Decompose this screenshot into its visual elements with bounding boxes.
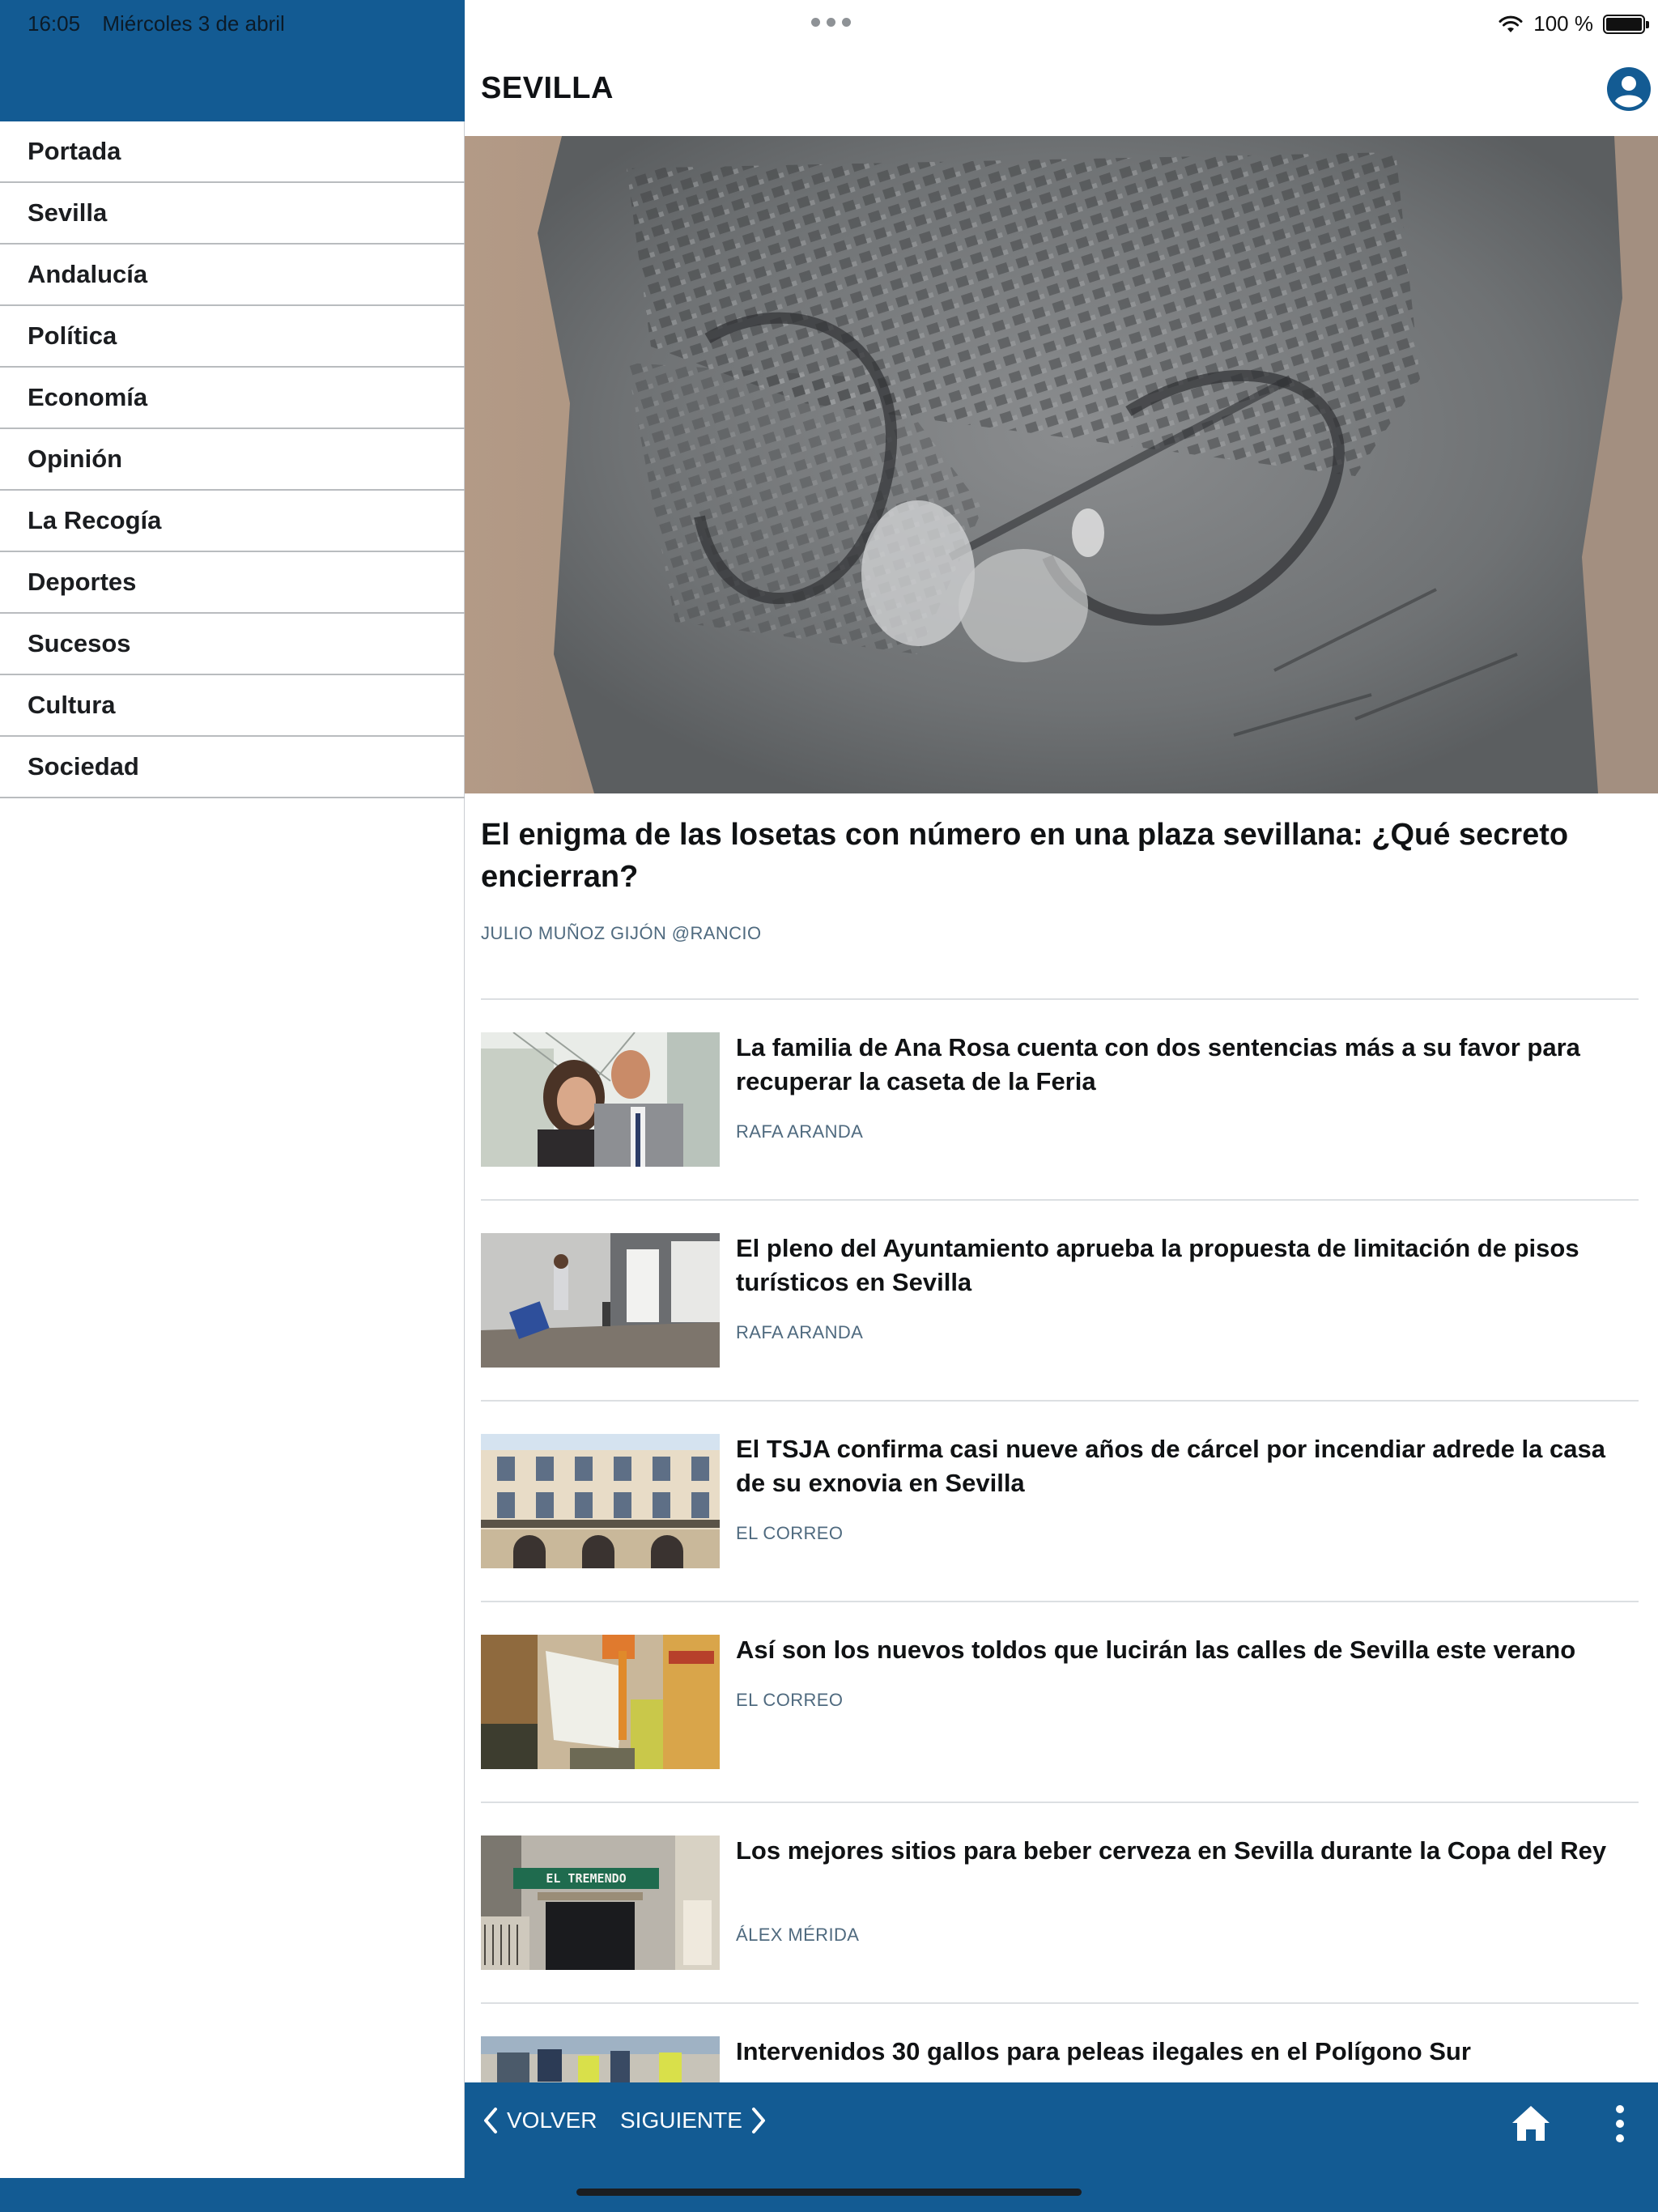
status-bar-left	[28, 11, 285, 36]
sidebar-item-deportes[interactable]: Deportes	[0, 552, 465, 614]
article-author: EL CORREO	[736, 1523, 844, 1543]
sidebar-item-sucesos[interactable]: Sucesos	[0, 614, 465, 675]
next-button[interactable]	[620, 2107, 767, 2134]
sidebar-item-opinion[interactable]: Opinión	[0, 429, 465, 491]
back-button-label: VOLVER	[507, 2108, 597, 2133]
article-title: Así son los nuevos toldos que lucirán las calles de Sevilla este verano	[736, 1636, 1576, 1664]
sidebar-item-la-recogia[interactable]: La Recogía	[0, 491, 465, 552]
article-author: ÁLEX MÉRIDA	[736, 1925, 860, 1945]
sidebar-item-sevilla[interactable]: Sevilla	[0, 183, 465, 245]
status-time: 16:05	[28, 11, 81, 36]
article-list	[481, 998, 1639, 2203]
sidebar-item-economia[interactable]: Economía	[0, 368, 465, 429]
article-thumbnail	[481, 1032, 720, 1167]
article-thumbnail	[481, 1233, 720, 1368]
sidebar-menu	[0, 121, 465, 798]
multitasking-dots[interactable]	[811, 18, 851, 27]
article-item[interactable]	[481, 998, 1639, 1199]
home-indicator[interactable]	[576, 2189, 1082, 2196]
sidebar-item-cultura[interactable]: Cultura	[0, 675, 465, 737]
sidebar-item-sociedad[interactable]: Sociedad	[0, 737, 465, 798]
more-vertical-icon[interactable]	[1613, 2104, 1627, 2144]
page-title: SEVILLA	[481, 71, 614, 105]
status-bar-right	[1498, 11, 1645, 36]
home-icon[interactable]	[1509, 2102, 1553, 2146]
back-button[interactable]	[483, 2107, 597, 2134]
article-title: El TSJA confirma casi nueve años de cárcel por incendiar adrede la casa de su exnovia en Sevilla	[736, 1435, 1605, 1497]
hero-headline[interactable]: El enigma de las losetas con número en una plaza sevillana: ¿Qué secreto encierran?	[481, 818, 1569, 894]
hero-image[interactable]	[465, 136, 1658, 793]
sidebar-header	[0, 0, 465, 121]
tremendo-sign-text: EL TREMENDO	[546, 1871, 627, 1886]
sidebar-item-politica[interactable]: Política	[0, 306, 465, 368]
battery-percentage: 100 %	[1533, 11, 1593, 36]
status-date: Miércoles 3 de abril	[102, 11, 285, 36]
battery-icon	[1603, 15, 1645, 34]
wifi-icon	[1498, 15, 1524, 34]
user-circle-icon[interactable]	[1606, 66, 1652, 112]
sidebar-bottom-strip	[0, 2178, 465, 2212]
article-thumbnail	[481, 1836, 720, 1970]
article-title: Los mejores sitios para beber cerveza en Sevilla durante la Copa del Rey	[736, 1836, 1607, 1865]
article-item[interactable]	[481, 1802, 1639, 2002]
chevron-left-icon	[483, 2107, 499, 2134]
next-button-label: SIGUIENTE	[620, 2108, 742, 2133]
article-author: RAFA ARANDA	[736, 1322, 864, 1342]
article-title: Intervenidos 30 gallos para peleas ilegales en el Polígono Sur	[736, 2037, 1471, 2065]
article-author: EL CORREO	[736, 1690, 844, 1710]
chevron-right-icon	[750, 2107, 767, 2134]
sidebar-item-andalucia[interactable]: Andalucía	[0, 245, 465, 306]
main-content	[465, 0, 1658, 2212]
article-title: La familia de Ana Rosa cuenta con dos sentencias más a su favor para recuperar la caseta de la Feria	[736, 1033, 1580, 1095]
article-author: RAFA ARANDA	[736, 1121, 864, 1142]
top-bar	[465, 0, 1658, 136]
sidebar-item-portada[interactable]: Portada	[0, 121, 465, 183]
hero-author[interactable]: JULIO MUÑOZ GIJÓN @RANCIO	[481, 923, 762, 943]
article-item[interactable]	[481, 1400, 1639, 1601]
article-thumbnail	[481, 1434, 720, 1568]
article-thumbnail	[481, 1635, 720, 1769]
sidebar	[0, 0, 465, 2212]
article-item[interactable]	[481, 1199, 1639, 1400]
article-title: El pleno del Ayuntamiento aprueba la propuesta de limitación de pisos turísticos en Sevilla	[736, 1234, 1579, 1296]
article-item[interactable]	[481, 1601, 1639, 1802]
